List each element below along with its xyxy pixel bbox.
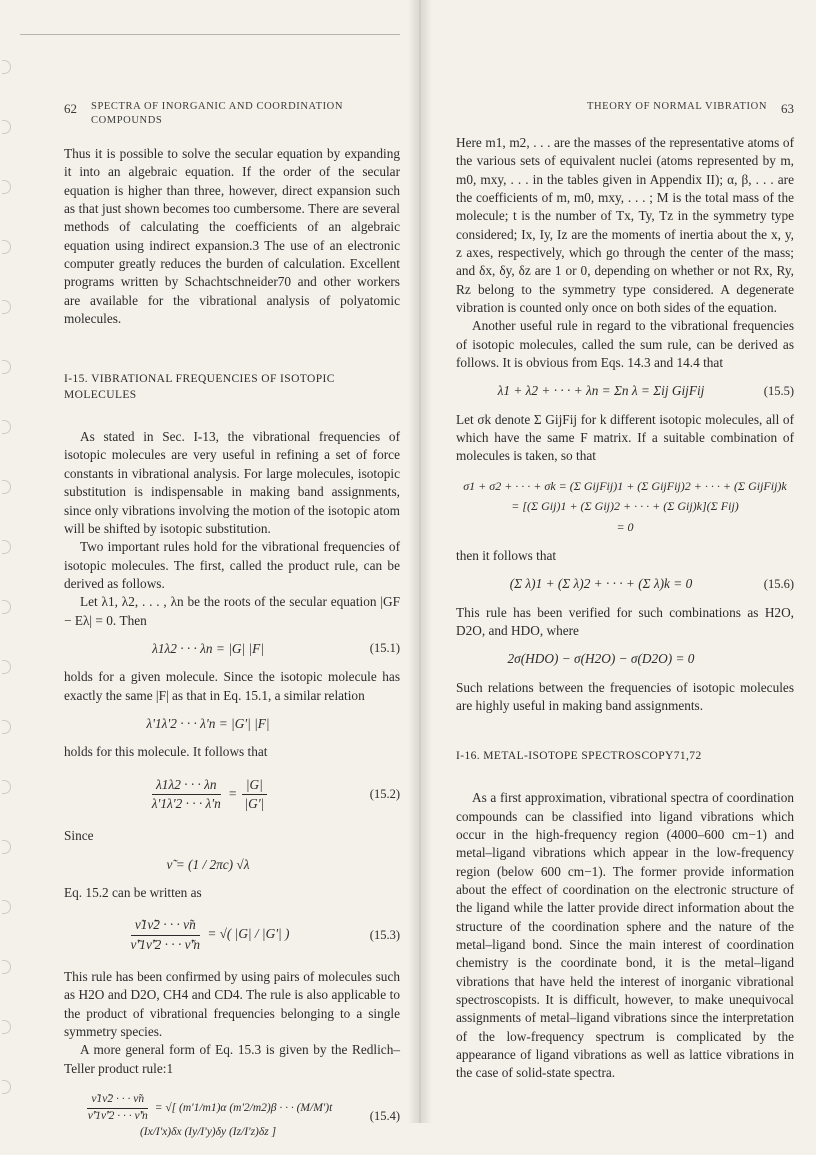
section-title-I-16: I-16. METAL-ISOTOPE SPECTROSCOPY71,72 [456,750,702,763]
left-page-number: 62 [64,101,77,116]
equation-15-1-number: (15.1) [369,641,400,656]
equation-15-2-frac-right [240,776,268,814]
equation-15-2-body: $\frac{\lambda 1\lambda 2 \cdot \cdot \cdot \lambda n}{\lambda'1\lambda'2 \cdot \cdot \cdot \lambda'n}$ = $\frac{|G|}{|G'|}$ [64,776,352,814]
binding-hole [2,60,11,74]
equation-15-5 [456,382,794,400]
left-paragraph-5: holds for a given molecule. Since the isotopic molecule has exactly the same |F| as that in Eq. 15.1, a similar relation [64,669,400,703]
equation-sum-line-3: = 0 [616,519,634,534]
right-paragraph-2: Another useful rule in regard to the vibrational frequencies of isotopic molecules, called the sum rule, can be derived as follows. It is obvious from Eqs. 14.3 and 14.4 that [456,318,794,371]
equation-15-2-frac-left [148,776,225,814]
equation-15-2-num-left: λ1λ2 · · · λn [152,776,221,795]
since-label: Since [64,828,94,844]
equation-15-3-frac [127,916,204,954]
equation-15-4-rhs: = √[ (m'1/m1)α (m'2/m2)β · · · (M/M')t (Ix/I'x)δx (Iy/I'y)δy (Iz/I'z)δz ] [139,1102,333,1138]
left-paragraph-6: holds for this molecule. It follows that [64,744,268,760]
equation-15-2-number: (15.2) [369,786,400,801]
equation-15-2-den-right: |G'| [244,795,265,811]
right-running-head [456,100,794,118]
binding-hole [2,900,11,914]
left-page [64,100,400,1155]
left-paragraph-3: Two important rules hold for the vibrational frequencies of isotopic molecules. The first, called the product rule, can be derived as follows. [64,539,400,591]
equation-prime [64,715,400,733]
binding-hole [2,120,11,134]
equation-hdo-body: 2σ(HDO) − σ(H2O) − σ(D2O) = 0 [507,651,695,667]
book-gutter [408,0,432,1123]
right-paragraph-3: Let σk denote Σ GijFij for k different isotopic molecules, all of which have the same F matrix. If a suitable combination of molecules is taken, so that [456,411,794,464]
left-running-title: SPECTRA OF INORGANIC AND COORDINATION COMPOUNDS [91,101,344,127]
equation-15-3-number: (15.3) [369,927,400,942]
binding-hole [2,1020,11,1034]
scan-top-rule [20,34,400,35]
binding-hole [2,720,11,734]
binding-hole [2,1080,11,1094]
equation-15-1-body: λ1λ2 · · · λn = |G| |F| [152,640,264,656]
equation-15-3-den: ν̃'1ν̃'2 · · · ν̃'n [130,936,200,952]
equation-sum-line-1: σ1 + σ2 + · · · + σk = (Σ GijFij)1 + (Σ GijFij)2 + · · · + (Σ GijFij)k [463,478,787,493]
equation-15-5-number: (15.5) [763,383,794,398]
right-paragraph-5: This rule has been verified for such combinations as H2O, D2O, and HDO, where [456,604,794,638]
binding-hole [2,480,11,494]
equation-15-5-body: λ1 + λ2 + · · · + λn = Σn λ = Σij GijFij [497,383,705,399]
binding-hole [2,780,11,794]
equation-15-4-den: ν̃'1ν̃'2 · · · ν̃'n [87,1109,148,1122]
equation-15-6-body: (Σ λ)1 + (Σ λ)2 + · · · + (Σ λ)k = 0 [509,576,693,592]
equation-15-3-rhs: = √( |G| / |G'| ) [207,926,290,942]
right-running-title: THEORY OF NORMAL VIBRATION [586,101,767,112]
equation-15-4-number: (15.4) [369,1108,400,1123]
equation-15-3-num: ν̃1ν̃2 · · · ν̃n [131,916,200,935]
left-paragraph-8: This rule has been confirmed by using pairs of molecules such as H2O and D2O, CH4 and CD4. The rule is also applicable to the product of vibrational frequencies belonging to a single symmetry species. [64,969,400,1040]
binding-hole [2,600,11,614]
equation-15-1 [64,640,400,658]
section-title-I-15: I-15. VIBRATIONAL FREQUENCIES OF ISOTOPIC MOLECULES [64,373,335,402]
equation-sum-block [456,476,794,537]
equation-15-3-body [64,916,352,954]
equation-15-4 [64,1092,400,1141]
equation-nu-body: ν̃ = (1 / 2πc) √λ [166,856,250,872]
left-paragraph-2: As stated in Sec. I-13, the vibrational frequencies of isotopic molecules are very useful in refining a set of force constants in vibrational analysis. For large molecules, isotopic substitution is indispensable in making band assignments, since only vibrations involving the motion of the isotopic atom will be shifted by isotopic substitution. [64,429,400,536]
left-paragraph-4: Let λ1, λ2, . . . , λn be the roots of the secular equation |GF − Eλ| = 0. Then [64,594,400,628]
binding-holes [0,0,14,1123]
right-paragraph-7: As a first approximation, vibrational spectra of coordination compounds can be classified into ligand vibrations which occur in the high-frequency region (4000–600 cm−1) and metal–ligand vibrations which appear in the low-frequency region (below 600 cm−1). The former provide information about the effect of coordination on the electronic structure of the ligand while the latter provide direct information about the structure of the coordination sphere and the nature of the metal–ligand bond. Since the main interest of coordination chemistry is the coordinate bond, it is the metal–ligand vibrations that have held the interest of inorganic vibrational spectroscopists. It is difficult, however, to make unequivocal assignments of metal–ligand vibrations since the interpretation of the low-frequency spectrum is complicated by the appearance of ligand vibrations as well as lattice vibrations in the case of solid-state spectra. [456,790,794,1081]
right-paragraph-6: Such relations between the frequencies of isotopic molecules are highly useful in making band assignments. [456,679,794,714]
equation-sum-block-body [456,476,794,537]
right-paragraph-4: then it follows that [456,547,557,563]
binding-hole [2,540,11,554]
equation-15-2 [64,776,400,814]
left-paragraph-9: A more general form of Eq. 15.3 is given by the Redlich–Teller product rule:1 [64,1042,400,1076]
equation-nu [64,856,400,874]
binding-hole [2,840,11,854]
equation-sum-line-2: = [(Σ Gij)1 + (Σ Gij)2 + · · · + (Σ Gij)k](Σ Fij) [511,499,739,514]
equation-hdo [456,650,794,668]
binding-hole [2,300,11,314]
binding-hole [2,360,11,374]
binding-hole [2,420,11,434]
equation-15-4-frac [84,1092,152,1125]
binding-hole [2,660,11,674]
binding-hole [2,240,11,254]
right-page-number: 63 [781,101,794,116]
left-paragraph-7: Eq. 15.2 can be written as [64,885,202,900]
right-page [456,100,794,1083]
equation-15-2-den-left: λ'1λ'2 · · · λ'n [151,795,221,811]
equation-prime-body: λ'1λ'2 · · · λ'n = |G'| |F| [146,715,270,731]
binding-hole [2,960,11,974]
binding-hole [2,180,11,194]
left-paragraph-1: Thus it is possible to solve the secular equation by expanding it into an algebraic equation. If the order of the secular equation is higher than three, however, direct expansion such as that just shown becomes too cumbersome. There are several methods of calculating the coefficients of an algebraic equation using indirect expansion.3 The use of an electronic computer greatly reduces the burden of calculation. Excellent programs written by Schachtschneider70 and other workers are available for the vibrational analysis of polyatomic molecules. [64,145,400,327]
equation-15-4-body [64,1092,352,1141]
equation-15-6-number: (15.6) [763,576,794,591]
equation-15-2-num-right: |G| [242,776,267,795]
right-paragraph-1: Here m1, m2, . . . are the masses of the representative atoms of the various sets of equivalent nuclei (atoms represented by m, m0, mxy, . . . in the tables given in Appendix II); α, β, . . . are the coefficients of m, m0, mxy, . . . ; M is the total mass of the molecule; t is the number of Tx, Ty, Tz in the symmetry type considered; Ix, Iy, Iz are the moments of inertia about the x, y, z axes, respectively, which go through the center of the mass; and δx, δy, δz are 1 or 0, depending on whether or not Rx, Ry, Rz belong to the symmetry type considered. A degenerate vibration is counted only once on both sides of the equation. [456,134,794,316]
left-running-head [64,100,400,129]
equation-15-6 [456,575,794,593]
equation-15-3 [64,916,400,954]
equation-15-4-num: ν̃1ν̃2 · · · ν̃n [87,1092,148,1109]
